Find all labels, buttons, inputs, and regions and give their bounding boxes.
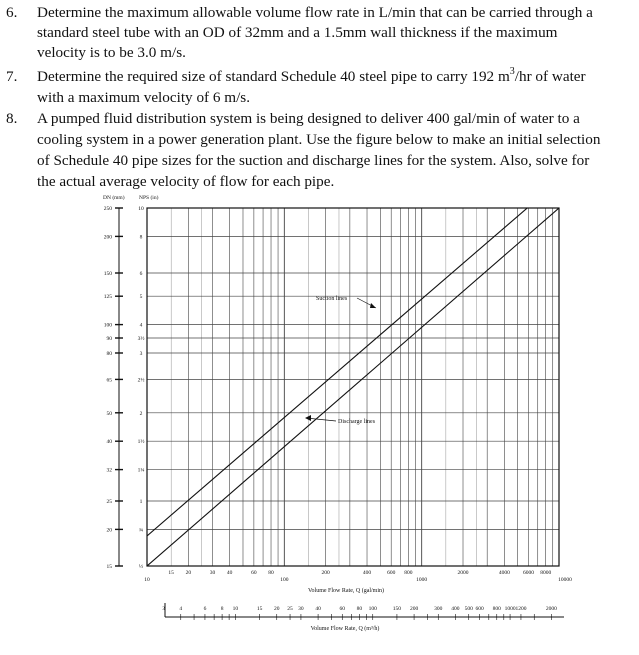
- problem-text-line: cooling system in a power generation plant. Use the figure below to make an initial selection: [37, 131, 601, 148]
- annotation-suction-lines: Suction lines: [316, 296, 348, 302]
- x2-tick-label: 3: [162, 606, 165, 612]
- x2-tick-label: 150: [392, 606, 402, 612]
- nps-tick-label: 10: [138, 206, 144, 212]
- nps-tick-label: ½: [138, 564, 144, 570]
- x2-tick-label: 30: [298, 606, 304, 612]
- chart-series: [147, 181, 559, 566]
- dn-tick-label: 15: [106, 564, 112, 570]
- x2-tick-label: 300: [434, 606, 443, 612]
- x-tick-label: 60: [251, 570, 257, 576]
- dn-axis-header: DN (mm): [103, 195, 125, 201]
- x-tick-label-decade: 1000: [416, 577, 428, 583]
- x-tick-label: 800: [404, 570, 413, 576]
- x2-tick-label: 200: [409, 606, 419, 612]
- series-line-suction: [147, 181, 559, 536]
- nps-tick-label: 3: [139, 350, 143, 357]
- problem-text-line: of Schedule 40 pipe sizes for the suction and discharge lines for the system. Also, solve for: [37, 152, 590, 169]
- problem-number: 7.: [6, 68, 18, 85]
- x2-tick-label: 60: [339, 606, 346, 612]
- nps-tick-label: 2½: [137, 377, 145, 384]
- problem-text-line: standard steel tube with an OD of 32mm and a 1.5mm wall thickness if the maximum: [37, 24, 558, 41]
- x2-tick-label: 2000: [545, 606, 557, 612]
- x-tick-label: 600: [387, 570, 396, 576]
- dn-tick-label: 90: [106, 336, 112, 343]
- x2-tick-label: 100: [368, 606, 377, 612]
- chart-axes: [115, 208, 564, 620]
- annotation-discharge-lines: Discharge lines: [338, 419, 376, 425]
- x-tick-label: 8000: [540, 570, 552, 576]
- x-tick-label-decade: 100: [280, 577, 289, 583]
- nps-tick-label: 4: [139, 322, 143, 329]
- x2-tick-label: 6: [203, 606, 207, 612]
- x-axis-title: Volume Flow Rate, Q (gal/min): [307, 588, 385, 594]
- x2-tick-label: 600: [475, 606, 484, 612]
- x2-tick-label: 500: [464, 606, 473, 612]
- x2-axis-title: Volume Flow Rate, Q (m³/h): [310, 626, 380, 632]
- x-tick-label: 80: [268, 570, 274, 576]
- problem-text-line: with a maximum velocity of 6 m/s.: [37, 89, 251, 106]
- nps-tick-label: 1½: [137, 439, 145, 446]
- problem-text: Determine the required size of standard Schedule 40 steel pipe to carry 192 m: [37, 68, 510, 85]
- nps-axis-header: NPS (in): [139, 195, 159, 201]
- dn-tick-label: 150: [103, 271, 112, 278]
- dn-tick-label: 80: [106, 350, 112, 357]
- x-tick-label-decade: 10000: [558, 577, 572, 583]
- problem-number: 8.: [6, 110, 18, 127]
- problem-text-line: Determine the maximum allowable volume flow rate in L/min that can be carried through a: [37, 4, 593, 21]
- problem-text-line: velocity is to be 3.0 m/s.: [37, 44, 186, 61]
- dn-tick-label: 125: [103, 294, 112, 301]
- x2-tick-label: 40: [315, 606, 321, 612]
- x-tick-label: 2000: [457, 570, 469, 576]
- nps-tick-label: 6: [139, 271, 143, 278]
- x2-tick-label: 25: [287, 606, 293, 612]
- problem-text-line: the actual average velocity of flow for each pipe.: [37, 173, 335, 190]
- dn-tick-label: 32: [106, 467, 112, 474]
- x2-tick-label: 4: [179, 606, 183, 612]
- x2-tick-label: 1200: [515, 606, 527, 612]
- dn-tick-label: 20: [106, 527, 112, 534]
- x2-tick-label: 1000: [504, 606, 516, 612]
- x-tick-label: 40: [226, 570, 233, 576]
- nps-tick-label: 1¼: [137, 467, 145, 474]
- dn-tick-label: 40: [106, 439, 112, 446]
- x2-tick-label: 80: [356, 606, 363, 612]
- problem-number: 6.: [6, 4, 18, 21]
- annotation-arrow: [370, 303, 376, 308]
- nps-tick-label: 3½: [137, 336, 145, 343]
- x-tick-label: 400: [362, 570, 372, 576]
- dn-tick-label: 200: [103, 234, 112, 241]
- dn-tick-label: 50: [106, 410, 112, 417]
- dn-tick-label: 25: [106, 498, 112, 505]
- x2-tick-label: 15: [256, 606, 263, 612]
- x-tick-label: 30: [209, 570, 216, 576]
- x-tick-label: 200: [321, 570, 330, 576]
- x2-tick-label: 20: [273, 606, 280, 612]
- nps-tick-label: 1: [139, 498, 143, 505]
- superscript: 3: [509, 65, 515, 77]
- dn-tick-label: 100: [103, 322, 112, 329]
- nps-tick-label: ¾: [138, 527, 144, 534]
- x-tick-label: 20: [185, 570, 192, 576]
- dn-tick-label: 250: [103, 206, 112, 212]
- x-tick-label-decade: 10: [144, 577, 150, 583]
- annotation-arrow: [305, 415, 311, 421]
- x2-tick-label: 400: [451, 606, 460, 612]
- problem-text-line: A pumped fluid distribution system is being designed to deliver 400 gal/min of water to a: [37, 110, 580, 127]
- x-tick-label: 4000: [498, 570, 510, 576]
- nps-tick-label: 2: [139, 410, 143, 417]
- problem-text: /hr of water: [514, 68, 586, 85]
- series-line-discharge: [147, 208, 559, 566]
- x2-tick-label: 8: [220, 606, 224, 612]
- x2-tick-label: 800: [492, 606, 501, 612]
- dn-tick-label: 65: [106, 377, 112, 384]
- nps-tick-label: 5: [139, 294, 143, 301]
- x2-tick-label: 10: [232, 606, 239, 612]
- x-tick-label: 15: [168, 570, 174, 576]
- nps-tick-label: 8: [139, 234, 143, 241]
- x-tick-label: 6000: [523, 570, 535, 576]
